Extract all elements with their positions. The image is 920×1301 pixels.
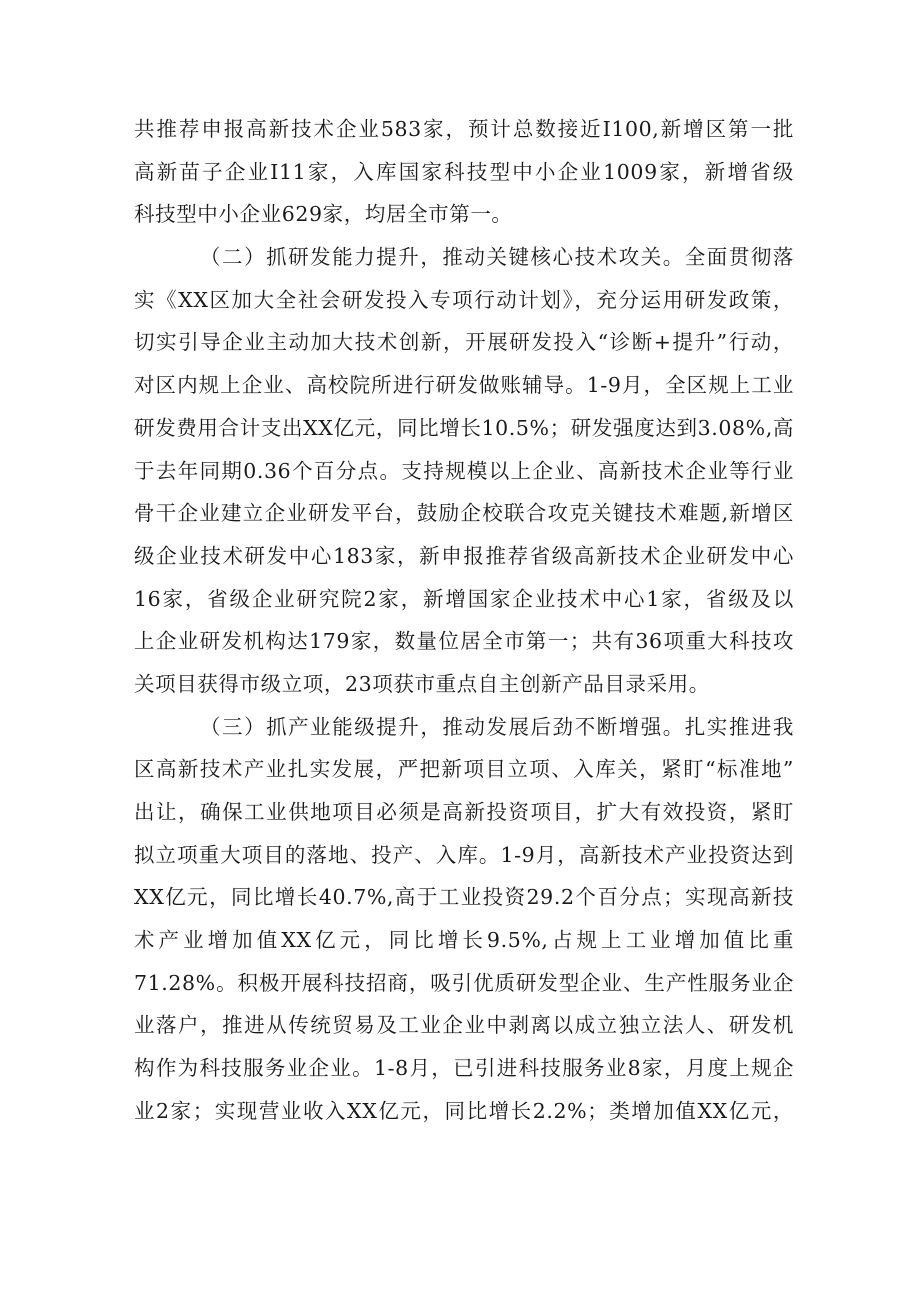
text-line: 共推荐申报高新技术企业583家，预计总数接近I100,新增区第一批	[134, 117, 794, 141]
text-line: 关项目获得市级立项，23项获市重点自主创新产品目录采用。	[134, 671, 710, 696]
text-line: 高新苗子企业I11家，入库国家科技型中小企业1009家，新增省级	[134, 159, 794, 184]
text-line: 拟立项重大项目的落地、投产、入库。1-9月，高新技术产业投资达到	[134, 842, 794, 867]
text-line: 研发费用合计支出XX亿元，同比增长10.5%；研发强度达到3.08%,高	[134, 415, 794, 440]
text-line: 构作为科技服务业企业。1-8月，已引进科技服务业8家，月度上规企	[134, 1056, 794, 1081]
text-line: 71.28%。积极开展科技招商，吸引优质研发型企业、生产性服务业企	[134, 970, 794, 995]
text-line: 术产业增加值XX亿元，同比增长9.5%,占规上工业增加值比重	[134, 928, 794, 953]
text-line: 对区内规上企业、高校院所进行研发做账辅导。1-9月，全区规上工业	[134, 373, 794, 398]
text-line: 16家，省级企业研究院2家，新增国家企业技术中心1家，省级及以	[134, 586, 794, 611]
text-line: 切实引导企业主动加大技术创新，开展研发投入“诊断+提升”行动，	[134, 330, 794, 355]
text-line: XX亿元，同比增长40.7%,高于工业投资29.2个百分点；实现高新技	[134, 885, 794, 910]
text-line: 骨干企业建立企业研发平台，鼓励企校联合攻克关键技术难题,新增区	[134, 501, 794, 526]
text-line: 于去年同期0.36个百分点。支持规模以上企业、高新技术企业等行业	[134, 458, 794, 483]
text-line: 业2家；实现营业收入XX亿元，同比增长2.2%；类增加值XX亿元，	[134, 1098, 794, 1123]
text-line: 区高新技术产业扎实发展，严把新项目立项、入库关，紧盯“标准地”	[134, 757, 794, 782]
text-line: 级企业技术研发中心183家，新申报推荐省级高新技术企业研发中心	[134, 543, 794, 568]
text-line: 科技型中小企业629家，均居全市第一。	[134, 202, 513, 227]
text-line: 实《XX区加大全社会研发投入专项行动计划》，充分运用研发政策，	[134, 287, 794, 312]
paragraph-start-line: （三）抓产业能级提升，推动发展后劲不断增强。扎实推进我	[200, 714, 794, 739]
text-line: 业落户，推进从传统贸易及工业企业中剥离以成立独立法人、研发机	[134, 1013, 794, 1038]
paragraph-start-line: （二）抓研发能力提升，推动关键核心技术攻关。全面贯彻落	[200, 245, 794, 270]
text-line: 出让，确保工业供地项目必须是高新投资项目，扩大有效投资，紧盯	[134, 800, 794, 824]
document-body	[134, 108, 794, 1133]
text-line: 上企业研发机构达179家，数量位居全市第一；共有36项重大科技攻	[134, 629, 794, 654]
